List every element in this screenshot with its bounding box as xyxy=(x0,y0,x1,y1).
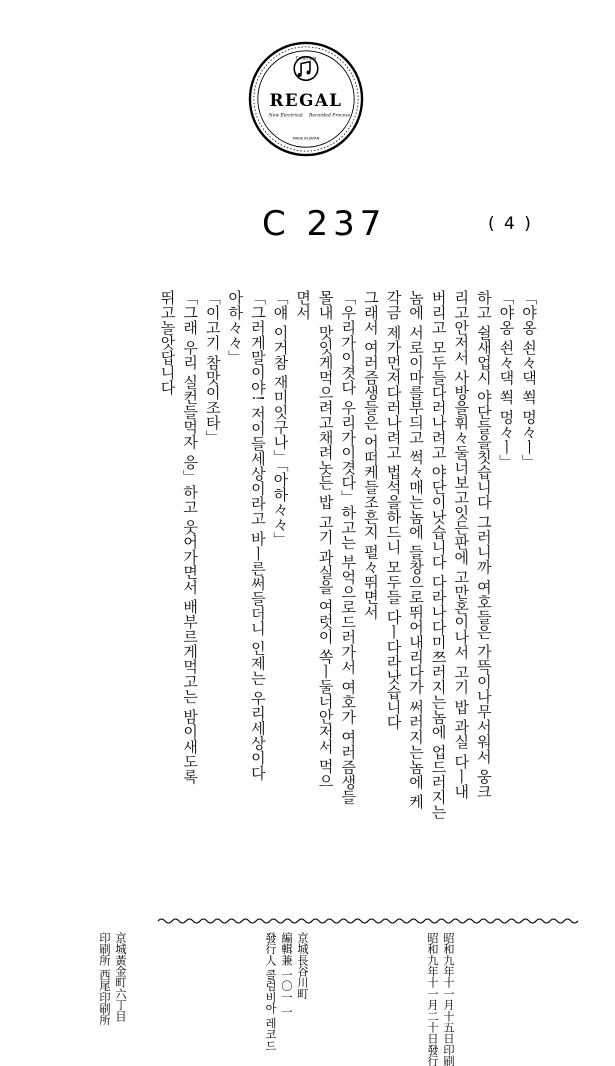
page-number: ( 4 ) xyxy=(488,214,533,234)
printing-date: 昭和九年十一月十五日印刷 xyxy=(442,932,455,1066)
regal-logo xyxy=(247,40,365,158)
printer-address: 京城黃金町六丁目 xyxy=(114,932,127,1022)
colophon-dates xyxy=(424,932,456,1066)
text-column: 「우리가이겻다 우리가이겻다」하고는 부억으로드러가서 여호가 여러즘생들 xyxy=(339,290,358,805)
text-column: 「얘 이거참 재미잇구나」「아하々々」 xyxy=(271,290,290,548)
logo-brand: REGAL xyxy=(269,89,343,110)
catalog-number: C 237 xyxy=(262,204,387,244)
text-column: 버리고 모두들다러나려고 야단이낫습니다 다라나다미쯔러지는놈에 업드러지는 xyxy=(429,290,448,820)
logo-tagline-left: New Electrical xyxy=(268,113,303,119)
logo-country: MADE IN JAPAN xyxy=(292,136,320,141)
editor-number: 編輯兼 一〇一 一 xyxy=(280,932,293,1018)
text-column: 「그래 우리 실컨들먹자 응」하고 웃어가면서 배부르게먹고는 밤이새도록 xyxy=(181,290,200,784)
logo-company: Columbia xyxy=(295,56,317,62)
colophon-printers xyxy=(96,932,128,1026)
text-column: 그래서 여러즘생들은 어떠케들조흔지 펄々뛰면서 xyxy=(361,290,380,620)
text-column: 리고안저서 사방을휘々둘너보고잇든판에 고만혼이나서 고기 밥 과실 다ㅣ내 xyxy=(452,290,471,799)
wavy-divider xyxy=(158,917,578,925)
text-column: 하고 쉴새업시 야단들을칫습니다 그러니까 여호들은 가뜩이나무서워서 웅크 xyxy=(474,290,493,799)
text-column: 몰내 맛잇게먹으려고채려놋든 밥 고기 과실을 여럿이 쏙ㅣ둘너안저서 먹으 xyxy=(316,290,335,789)
lyrics-text xyxy=(100,290,540,820)
text-column: 아하々々」 xyxy=(226,290,245,365)
text-column: 「그러게말이야! 저이들세상이라고 바ㅣ른써들더니 인제는 우리세상이다 xyxy=(248,290,267,781)
text-column: 「이고기 참맛이조타」 xyxy=(203,290,222,445)
colophon-editor xyxy=(262,932,310,1052)
printer-name: 印刷所 西尾印刷所 xyxy=(98,932,111,1026)
text-column: 뛰고놀앗답니다 xyxy=(158,290,177,395)
publication-date: 昭和九年十一月二十日發行 xyxy=(426,932,439,1066)
editor-address: 京城長谷川町 xyxy=(296,932,309,1000)
text-column: 각금 제가먼저다러나려고 법석을하드니 모두들 다ㅣ다라낫습니다 xyxy=(384,290,403,730)
text-column: 「야옹 쇤々댁 쐭 멍々ㅣ」 xyxy=(497,290,516,470)
text-column: 놈에 서로이마를부듸고 썩々매는놈에 들창으로뛰어내리다가 써러지는놈에 케 xyxy=(407,290,426,809)
publisher-name: 發行人 콜럼비아 레코드 xyxy=(264,932,277,1052)
text-column: 「야옹 쇤々댁 쐭 멍々ㅣ」 xyxy=(520,290,538,470)
text-column: 면서 xyxy=(294,290,313,320)
logo-tagline-right: Recorded Process xyxy=(308,113,351,119)
